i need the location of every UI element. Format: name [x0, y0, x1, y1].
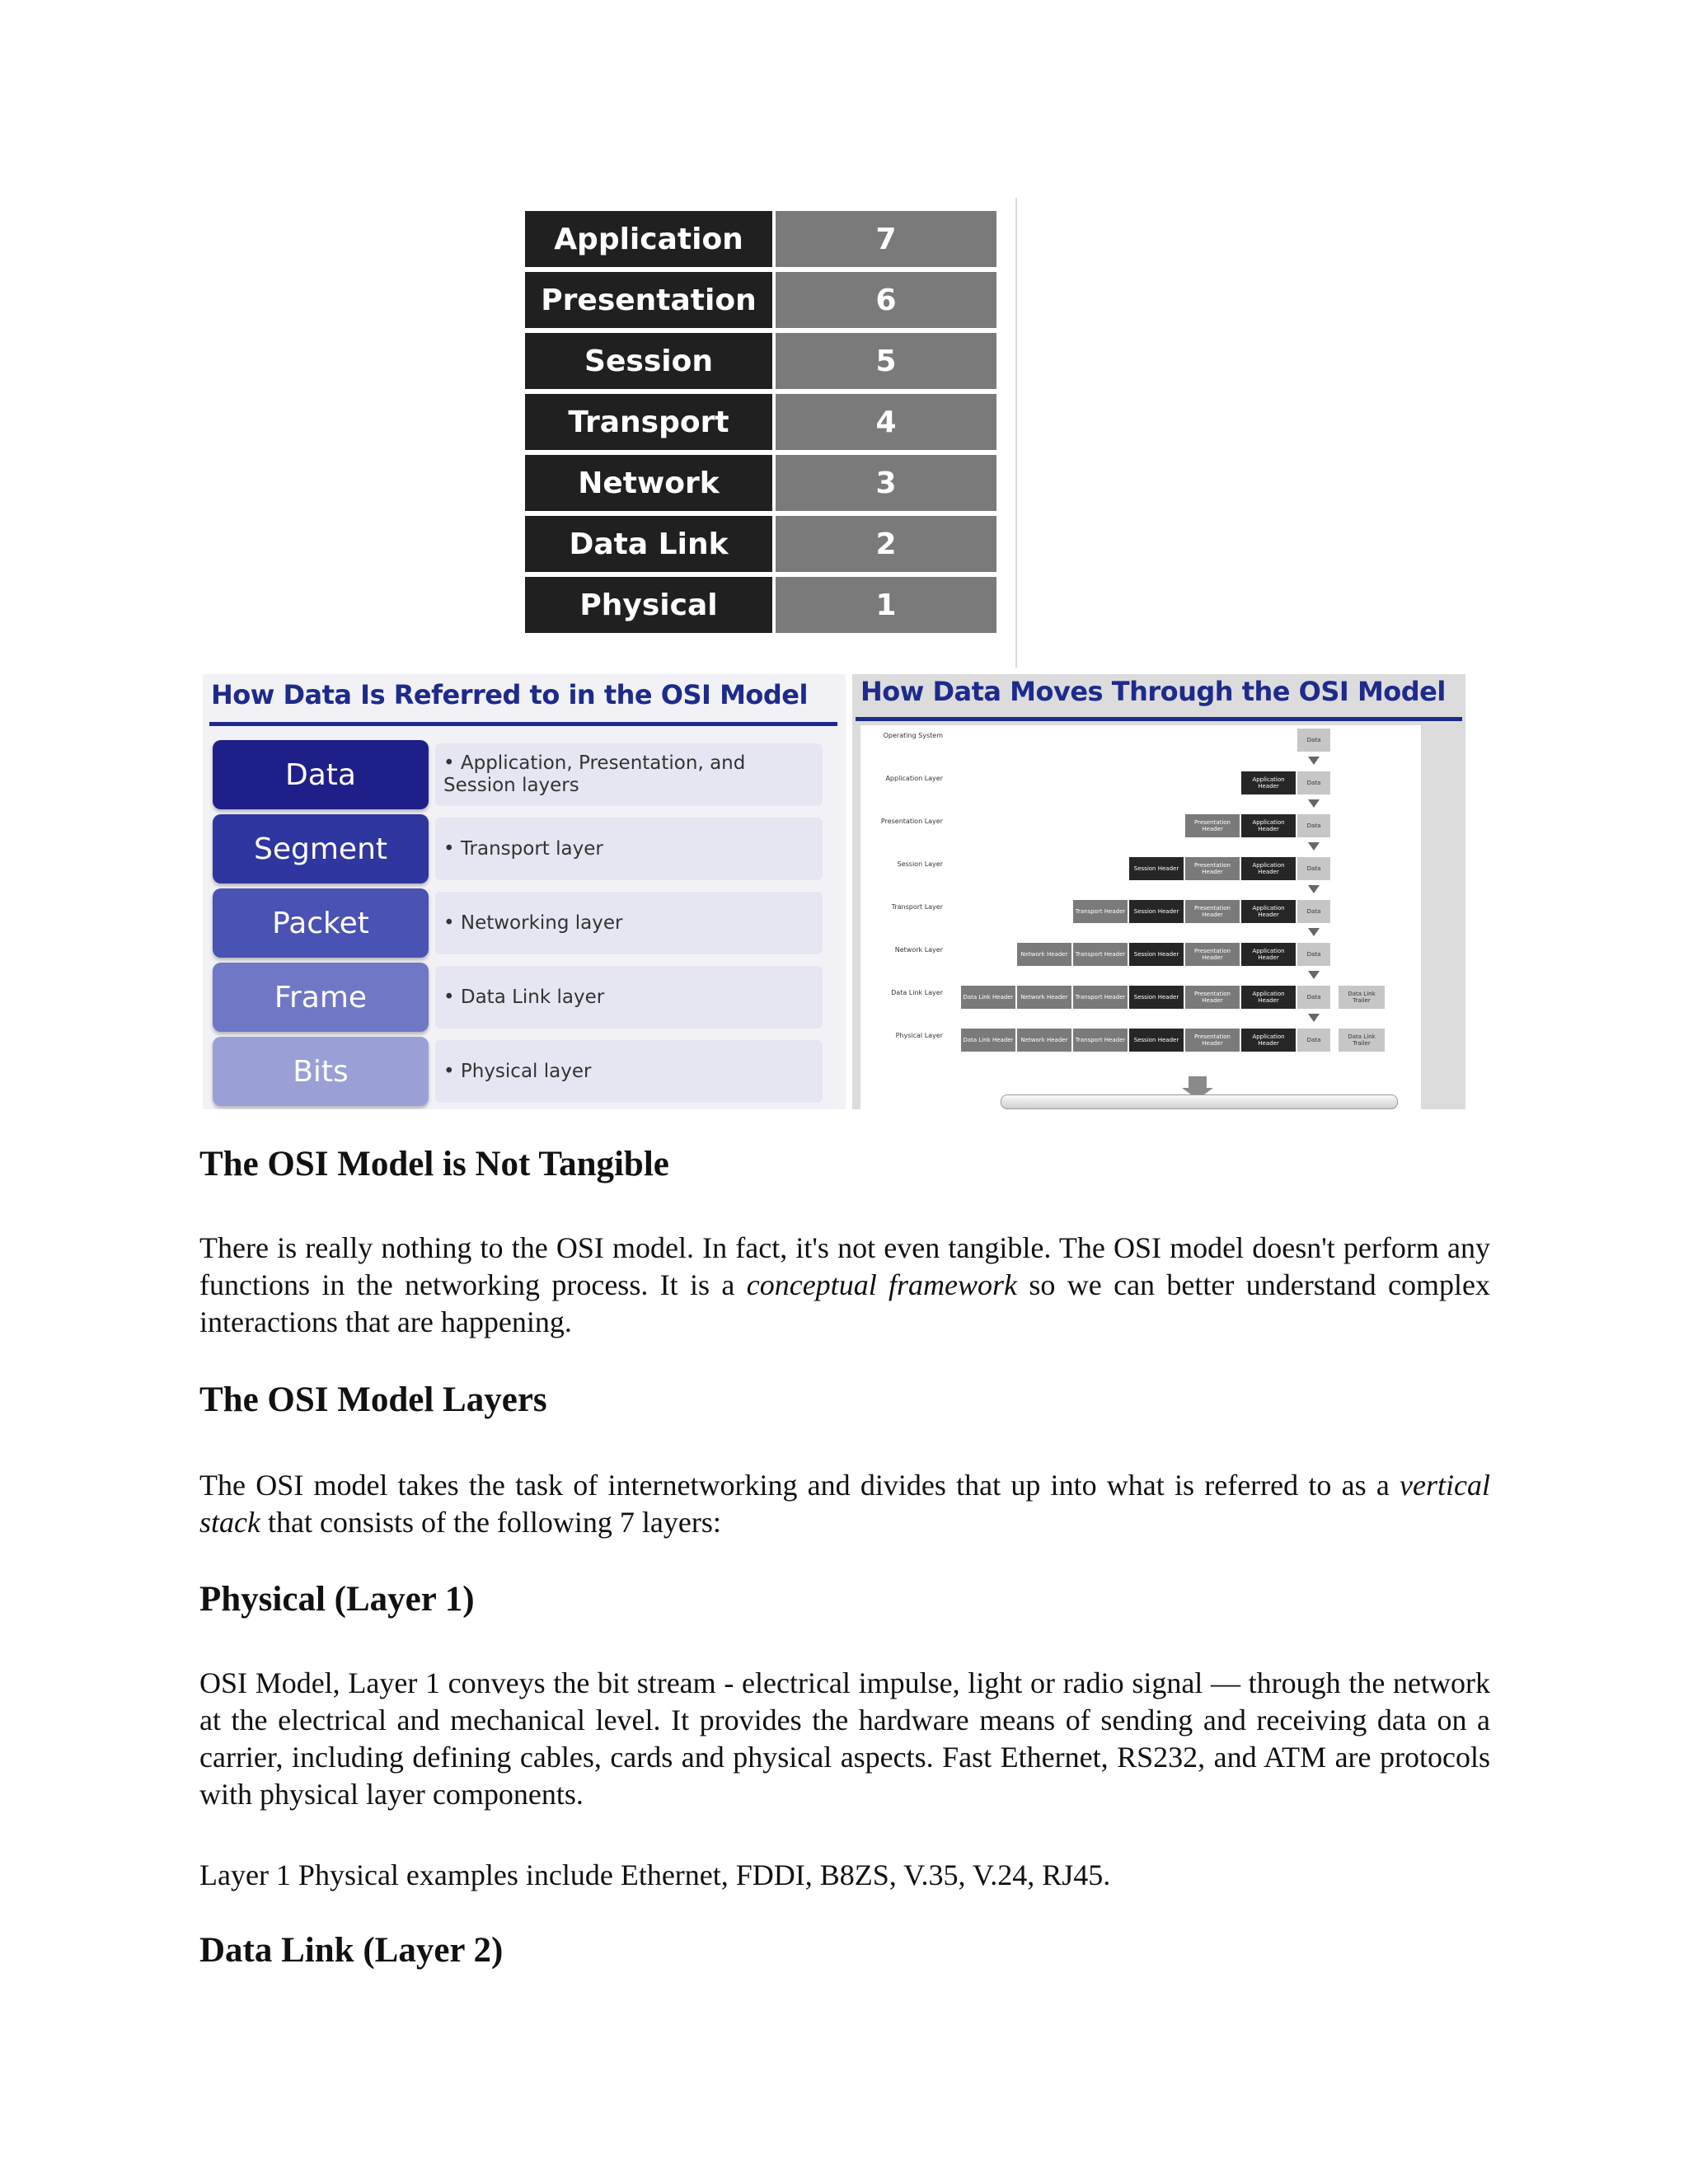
pdu-description: • Data Link layer: [435, 966, 823, 1029]
pdu-row-data: [213, 740, 839, 809]
osi-layer-3: [525, 455, 1011, 511]
application-header-block: Application Header: [1241, 857, 1296, 880]
data-block: Data: [1297, 986, 1330, 1009]
data-block: Data: [1297, 771, 1330, 794]
layer-name: Application: [525, 211, 772, 267]
title-rule: [209, 722, 837, 726]
panel-title: How Data Is Referred to in the OSI Model: [211, 679, 808, 710]
osi-layer-7: [525, 211, 1011, 267]
network-header-block: Network Header: [1017, 1029, 1071, 1052]
data-block: Data: [1297, 900, 1330, 923]
osi-layer-6: [525, 272, 1011, 328]
heading-data-link-layer: Data Link (Layer 2): [199, 1931, 504, 1970]
presentation-header-block: Presentation Header: [1185, 943, 1240, 966]
network-header-block: Network Header: [1017, 943, 1071, 966]
data-block: Data: [1297, 943, 1330, 966]
pdu-row-packet: [213, 888, 839, 958]
paragraph-not-tangible: [199, 1230, 1490, 1341]
presentation-header-block: Presentation Header: [1185, 1029, 1240, 1052]
presentation-header-block: Presentation Header: [1185, 900, 1240, 923]
title-rule: [856, 717, 1462, 721]
paragraph-text: The OSI model takes the task of internetworking and divides that up into what is referred to as a: [199, 1469, 1400, 1502]
transport-header-block: Transport Header: [1073, 943, 1128, 966]
datalink-trailer-block: Data Link Trailer: [1339, 1029, 1385, 1052]
pdu-row-bits: [213, 1037, 839, 1106]
pdu-description: • Networking layer: [435, 892, 823, 954]
application-header-block: Application Header: [1241, 814, 1296, 837]
layer-label: Physical Layer: [895, 1032, 943, 1039]
osi-stack-figure: [509, 198, 1020, 668]
paragraph-text: There is really nothing to the OSI model. In fact, it's not even tangible. The OSI model doesn't perform any functions in the networking process. It is a: [199, 1231, 1490, 1301]
down-arrow-icon: [1308, 842, 1320, 851]
down-arrow-icon: [1308, 928, 1320, 936]
pdu-row-segment: [213, 814, 839, 883]
pdu-description: • Application, Presentation, and Session layers: [435, 743, 823, 806]
layer-label: Application Layer: [885, 775, 943, 782]
paragraph-text: so we can better understand complex interactions that are happening.: [199, 1268, 1491, 1338]
pdu-description: • Physical layer: [435, 1040, 823, 1103]
paragraph-text: that consists of the following 7 layers:: [260, 1506, 721, 1539]
transport-header-block: Transport Header: [1073, 1029, 1128, 1052]
pdu-row-frame: [213, 963, 839, 1032]
pdu-label: Frame: [213, 963, 429, 1032]
presentation-header-block: Presentation Header: [1185, 986, 1240, 1009]
layer-number: 2: [776, 516, 996, 572]
pdu-label: Segment: [213, 814, 429, 883]
session-header-block: Session Header: [1129, 943, 1184, 966]
down-arrow-icon: [1308, 799, 1320, 808]
layer-name: Transport: [525, 394, 772, 450]
layer-number: 5: [776, 333, 996, 389]
datalink-trailer-block: Data Link Trailer: [1339, 986, 1385, 1009]
datalink-header-block: Data Link Header: [961, 1029, 1015, 1052]
pdu-label: Packet: [213, 888, 429, 958]
data-block: Data: [1297, 857, 1330, 880]
figure-edge: [1015, 198, 1017, 668]
panel-title: How Data Moves Through the OSI Model: [860, 676, 1446, 707]
osi-layer-4: [525, 394, 1011, 450]
session-header-block: Session Header: [1129, 986, 1184, 1009]
data-block: Data: [1297, 814, 1330, 837]
session-header-block: Session Header: [1129, 1029, 1184, 1052]
down-arrow-icon: [1308, 885, 1320, 893]
pdu-description: • Transport layer: [435, 818, 823, 880]
paragraph-physical-layer: OSI Model, Layer 1 conveys the bit stream - electrical impulse, light or radio signal — through the network at the electrical and mechanical level. It provides the hardware means of sending and receiving data on a carrier, including defining cables, cards and physical aspects. Fast Ethernet, RS232, and ATM are protocols with physical layer components.: [199, 1666, 1490, 1811]
down-arrow-icon: [1308, 757, 1320, 765]
session-header-block: Session Header: [1129, 857, 1184, 880]
layer-name: Session: [525, 333, 772, 389]
application-header-block: Application Header: [1241, 771, 1296, 794]
heading-not-tangible: The OSI Model is Not Tangible: [199, 1145, 669, 1183]
session-header-block: Session Header: [1129, 900, 1184, 923]
layer-label: Presentation Layer: [880, 818, 943, 825]
layer-number: 7: [776, 211, 996, 267]
layer-number: 1: [776, 577, 996, 633]
emphasis-text: vertical stack: [199, 1469, 1490, 1539]
osi-layer-2: [525, 516, 1011, 572]
down-arrow-icon: [1308, 971, 1320, 979]
data-moves-panel: [852, 674, 1465, 1109]
osi-layer-1: [525, 577, 1011, 633]
application-header-block: Application Header: [1241, 1029, 1296, 1052]
layer-name: Presentation: [525, 272, 772, 328]
presentation-header-block: Presentation Header: [1185, 857, 1240, 880]
emphasis-text: conceptual framework: [746, 1268, 1018, 1301]
paragraph-physical-examples: Layer 1 Physical examples include Ethernet, FDDI, B8ZS, V.35, V.24, RJ45.: [199, 1858, 1111, 1891]
presentation-header-block: Presentation Header: [1185, 814, 1240, 837]
layer-number: 6: [776, 272, 996, 328]
pdu-label: Bits: [213, 1037, 429, 1106]
transport-header-block: Transport Header: [1073, 900, 1128, 923]
osi-layer-5: [525, 333, 1011, 389]
down-arrow-icon: [1308, 1014, 1320, 1022]
application-header-block: Application Header: [1241, 986, 1296, 1009]
transport-header-block: Transport Header: [1073, 986, 1128, 1009]
layer-label: Session Layer: [897, 860, 943, 868]
layer-name: Network: [525, 455, 772, 511]
transmission-medium-pipe: [1001, 1094, 1398, 1109]
paragraph-osi-layers: [199, 1467, 1490, 1541]
heading-osi-layers: The OSI Model Layers: [199, 1380, 547, 1419]
data-block: Data: [1297, 729, 1330, 752]
layer-number: 3: [776, 455, 996, 511]
data-referred-panel: [203, 674, 846, 1109]
application-header-block: Application Header: [1241, 900, 1296, 923]
heading-physical-layer: Physical (Layer 1): [199, 1580, 475, 1619]
data-block: Data: [1297, 1029, 1330, 1052]
application-header-block: Application Header: [1241, 943, 1296, 966]
pdu-label: Data: [213, 740, 429, 809]
layer-name: Physical: [525, 577, 772, 633]
layer-number: 4: [776, 394, 996, 450]
layer-name: Data Link: [525, 516, 772, 572]
layer-label: Network Layer: [894, 946, 943, 954]
layer-label: Operating System: [883, 732, 943, 739]
encapsulation-diagram: [860, 725, 1421, 1109]
layer-label: Transport Layer: [891, 903, 943, 911]
layer-label: Data Link Layer: [891, 989, 943, 996]
network-header-block: Network Header: [1017, 986, 1071, 1009]
datalink-header-block: Data Link Header: [961, 986, 1015, 1009]
